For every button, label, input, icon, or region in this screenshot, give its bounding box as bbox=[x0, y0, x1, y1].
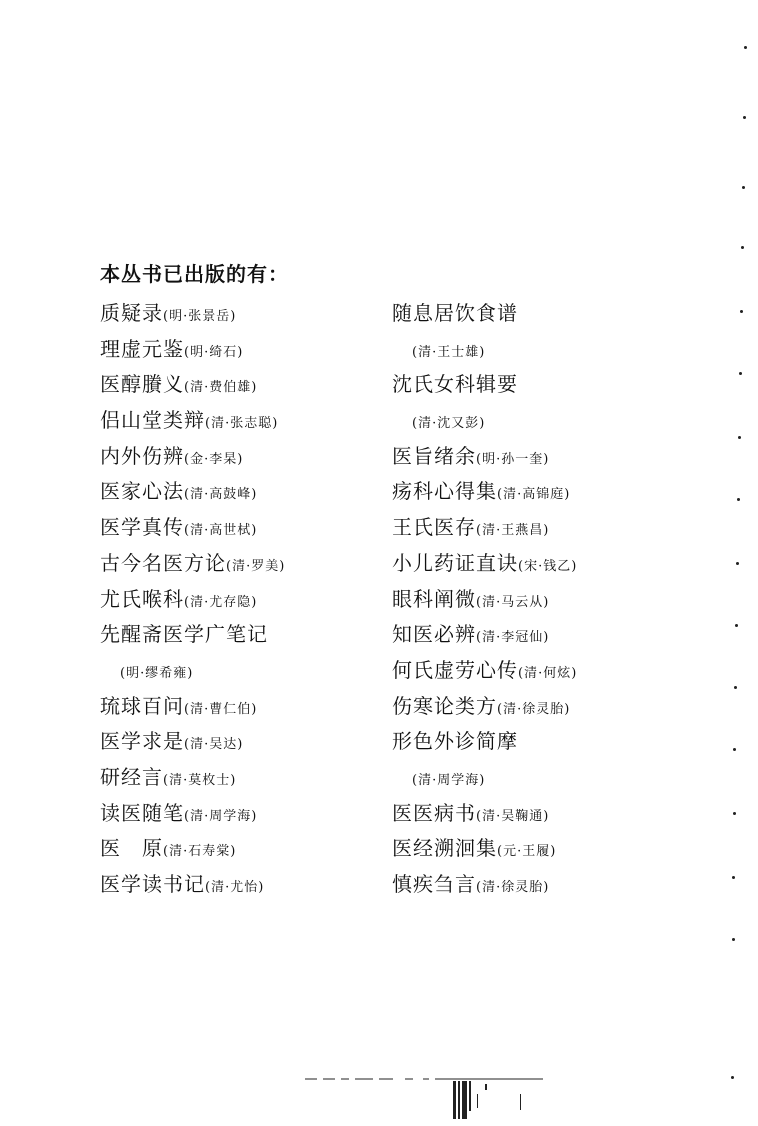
book-author: (清·吴鞠通) bbox=[476, 808, 550, 824]
list-item bbox=[100, 867, 390, 903]
list-item bbox=[100, 653, 390, 689]
list-item bbox=[100, 367, 390, 403]
list-item bbox=[100, 617, 390, 653]
book-author: (清·徐灵胎) bbox=[476, 880, 550, 895]
list-item bbox=[392, 474, 692, 510]
book-title: 侣山堂类辩 bbox=[100, 408, 205, 433]
book-author: (清·吴达) bbox=[184, 737, 244, 753]
book-title: 医学读书记 bbox=[100, 872, 205, 896]
scan-speck bbox=[736, 562, 739, 565]
book-author: (清·周学海) bbox=[412, 772, 486, 788]
scan-speck bbox=[743, 116, 746, 119]
list-item bbox=[100, 546, 390, 582]
scan-speck bbox=[737, 498, 740, 501]
right-column bbox=[392, 296, 692, 903]
book-author: (清·王燕昌) bbox=[476, 523, 550, 539]
scan-speck bbox=[731, 1076, 734, 1079]
book-title: 医经溯洄集 bbox=[392, 836, 497, 861]
book-author: (清·高鼓峰) bbox=[184, 487, 258, 503]
scan-speck bbox=[739, 372, 742, 375]
book-author: (金·李杲) bbox=[184, 451, 244, 467]
book-author: (清·尤存隐) bbox=[184, 594, 258, 610]
book-author: (宋·钱乙) bbox=[518, 558, 578, 574]
book-title: 医 原 bbox=[100, 836, 163, 861]
book-title: 医医病书 bbox=[392, 800, 476, 825]
scan-speck bbox=[732, 876, 735, 879]
book-title: 先醒斋医学广笔记 bbox=[100, 622, 268, 647]
list-item bbox=[100, 831, 390, 867]
book-title: 尤氏喉科 bbox=[100, 586, 184, 611]
list-item bbox=[392, 867, 692, 903]
book-author: (清·李冠仙) bbox=[476, 630, 550, 646]
list-item bbox=[392, 653, 692, 689]
list-item bbox=[392, 332, 692, 368]
list-item bbox=[100, 689, 390, 725]
book-author: (清·尤怡) bbox=[205, 880, 265, 895]
book-author: (清·罗美) bbox=[226, 558, 286, 574]
scan-speck bbox=[738, 436, 741, 439]
list-item bbox=[392, 582, 692, 618]
book-author: (清·高锦庭) bbox=[497, 487, 571, 503]
book-author: (清·何炫) bbox=[518, 665, 578, 681]
list-item bbox=[100, 474, 390, 510]
book-author: (清·徐灵胎) bbox=[497, 701, 571, 717]
book-author: (明·绮石) bbox=[184, 344, 244, 360]
list-item bbox=[100, 439, 390, 475]
list-item bbox=[100, 403, 390, 439]
scan-speck bbox=[734, 686, 737, 689]
book-title: 小儿药证直诀 bbox=[392, 550, 518, 575]
book-title: 研经言 bbox=[100, 764, 163, 789]
scan-speck bbox=[741, 246, 744, 249]
book-title: 医旨绪余 bbox=[392, 443, 476, 468]
left-column bbox=[100, 296, 390, 903]
book-title: 内外伤辨 bbox=[100, 443, 184, 468]
list-heading: 本丛书已出版的有： bbox=[100, 262, 289, 286]
list-item bbox=[392, 617, 692, 653]
list-item bbox=[392, 689, 692, 725]
scan-speck bbox=[742, 186, 745, 189]
book-author: (明·缪希雍) bbox=[120, 665, 194, 681]
book-title: 慎疾刍言 bbox=[392, 872, 476, 896]
book-title: 理虚元鉴 bbox=[100, 336, 184, 361]
list-item bbox=[100, 510, 390, 546]
book-author: (清·马云从) bbox=[476, 594, 550, 610]
book-author: (清·张志聪) bbox=[205, 416, 279, 432]
book-title: 医学真传 bbox=[100, 515, 184, 540]
scan-speck bbox=[733, 812, 736, 815]
book-author: (明·张景岳) bbox=[163, 309, 237, 324]
list-item bbox=[100, 760, 390, 796]
book-title: 知医必辨 bbox=[392, 622, 476, 647]
margin-specks bbox=[728, 0, 758, 1122]
book-title: 王氏医存 bbox=[392, 515, 476, 540]
scan-speck bbox=[744, 46, 747, 49]
list-item bbox=[392, 439, 692, 475]
scan-speck bbox=[740, 310, 743, 313]
book-title: 何氏虚劳心传 bbox=[392, 657, 518, 682]
list-item bbox=[392, 796, 692, 832]
book-title: 医学求是 bbox=[100, 729, 184, 754]
list-item bbox=[392, 831, 692, 867]
book-author: (清·沈又彭) bbox=[412, 416, 486, 432]
book-title: 随息居饮食谱 bbox=[392, 301, 518, 325]
book-title: 读医随笔 bbox=[100, 800, 184, 825]
book-title: 伤寒论类方 bbox=[392, 693, 497, 718]
scan-artifact bbox=[305, 1076, 545, 1126]
book-title: 医家心法 bbox=[100, 479, 184, 504]
list-item bbox=[100, 582, 390, 618]
list-item bbox=[100, 332, 390, 368]
book-title: 疡科心得集 bbox=[392, 479, 497, 504]
book-title: 医醇賸义 bbox=[100, 372, 184, 397]
list-item bbox=[392, 403, 692, 439]
book-author: (清·曹仁伯) bbox=[184, 701, 258, 717]
book-author: (元·王履) bbox=[497, 844, 557, 860]
book-author: (清·费伯雄) bbox=[184, 380, 258, 396]
list-item bbox=[100, 296, 390, 332]
book-title: 质疑录 bbox=[100, 301, 163, 325]
list-item bbox=[392, 510, 692, 546]
book-title: 形色外诊简摩 bbox=[392, 729, 518, 754]
list-item bbox=[392, 367, 692, 403]
book-author: (清·王士雄) bbox=[412, 344, 486, 360]
scan-speck bbox=[732, 938, 735, 941]
book-author: (清·莫枚士) bbox=[163, 772, 237, 788]
book-author: (明·孙一奎) bbox=[476, 451, 550, 467]
book-title: 眼科阐微 bbox=[392, 586, 476, 611]
book-title: 沈氏女科辑要 bbox=[392, 372, 518, 397]
book-author: (清·周学海) bbox=[184, 808, 258, 824]
list-item bbox=[100, 724, 390, 760]
list-item bbox=[392, 296, 692, 332]
list-item bbox=[100, 796, 390, 832]
book-title: 古今名医方论 bbox=[100, 550, 226, 575]
book-author: (清·石寿棠) bbox=[163, 844, 237, 860]
book-title: 琉球百问 bbox=[100, 693, 184, 718]
list-item bbox=[392, 546, 692, 582]
list-item bbox=[392, 724, 692, 760]
scan-speck bbox=[735, 624, 738, 627]
book-author: (清·高世栻) bbox=[184, 523, 258, 539]
scan-speck bbox=[733, 748, 736, 751]
list-item bbox=[392, 760, 692, 796]
